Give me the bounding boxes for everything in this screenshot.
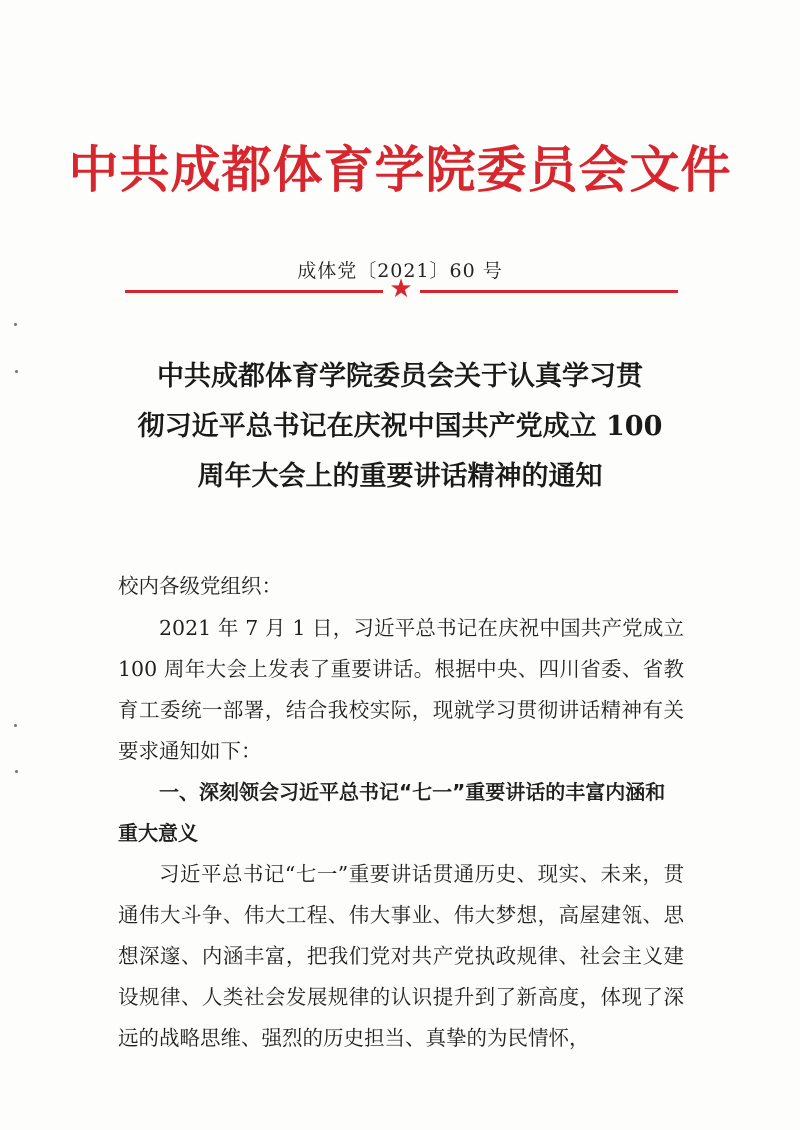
section-heading: 一、深刻领会习近平总书记“七一”重要讲话的丰富内涵和重大意义 [118,780,666,845]
notice-title-line: 中共成都体育学院委员会关于认真学习贯 [157,361,643,392]
notice-title-line: 彻习近平总书记在庆祝中国共产党成立 100 [137,411,663,442]
notice-title [100,352,700,502]
document-number: 成体党〔2021〕60 号 [297,260,503,282]
scan-speck [14,724,17,727]
salutation: 校内各级党组织： [118,574,282,598]
red-header-title: 中共成都体育学院委员会文件 [68,140,732,199]
scan-speck [14,323,17,326]
body-paragraph: 2021 年 7 月 1 日，习近平总书记在庆祝中国共产党成立 100 周年大会上发表了重要讲话。根据中央、四川省委、省教育工委统一部署，结合我校实际，现就学习贯彻讲话精神有关要求通知如下： [118,616,684,763]
red-rule-left [125,290,383,293]
red-star-icon: ★ [389,274,413,304]
red-rule-right [420,290,678,293]
notice-title-line: 周年大会上的重要讲话精神的通知 [197,461,603,492]
scan-speck [15,770,18,773]
body-paragraph: 习近平总书记“七一”重要讲话贯通历史、现实、未来，贯通伟大斗争、伟大工程、伟大事业、伟大梦想，高屋建瓴、思想深邃、内涵丰富，把我们党对共产党执政规律、社会主义建设规律、人类社会发展规律的认识提升到了新高度，体现了深远的战略思维、强烈的历史担当、真挚的为民情怀， [118,862,684,1050]
scan-speck [15,370,18,373]
